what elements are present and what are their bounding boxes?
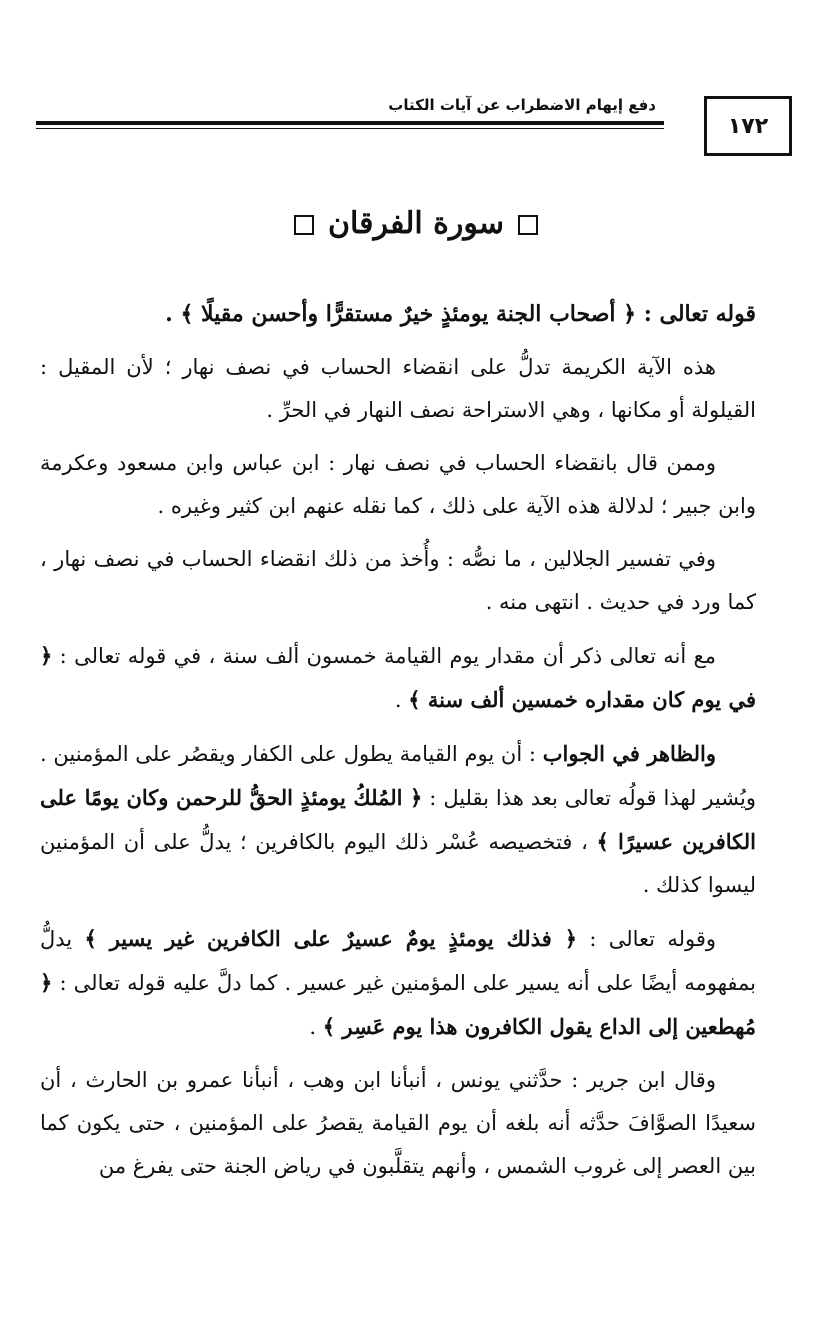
- verse-heading: قوله تعالى : ﴿ أصحاب الجنة يومئذٍ خيرٌ مستقرًّا وأحسن مقيلًا ﴾ .: [165, 301, 756, 327]
- paragraph-text: وقال ابن جرير : حدَّثني يونس ، أنبأنا ابن وهب ، أنبأنا عمرو بن الحارث ، أن سعيدًا الصوَّافَ حدَّثه أنه بلغه أن يوم القيامة يقصرُ على المؤمنين ، حتى يكون كما بين العصر إلى غروب الشمس ، وأنهم يتقلَّبون في رياض الجنة حتى يفرغ من: [40, 1068, 756, 1178]
- square-ornament-icon: [294, 215, 314, 235]
- surah-heading: [0, 206, 832, 241]
- paragraph: [40, 917, 756, 1049]
- running-title: دفع إيهام الاضطراب عن آيات الكتاب: [388, 96, 656, 114]
- paragraph: [40, 442, 756, 528]
- page-number: ١٧٢: [704, 96, 792, 156]
- quran-verse: ﴿ فذلك يومئذٍ يومٌ عسيرٌ على الكافرين غير يسير ﴾: [84, 926, 578, 951]
- square-ornament-icon: [518, 215, 538, 235]
- paragraph-text: .: [394, 688, 409, 712]
- quran-verse: ﴿ في يوم كان مقداره خمسين ألف سنة ﴾: [40, 643, 756, 712]
- quran-verse: ﴿ مُهطعين إلى الداع يقول الكافرون هذا يوم عَسِر ﴾: [40, 970, 756, 1039]
- paragraph-text: وفي تفسير الجلالين ، ما نصُّه : وأُخذ من ذلك انقضاء الحساب في نصف نهار ، كما ورد في حديث . انتهى منه .: [40, 547, 756, 614]
- paragraph-text: مع أنه تعالى ذكر أن مقدار يوم القيامة خمسون ألف سنة ، في قوله تعالى :: [59, 644, 716, 668]
- page-header: [36, 96, 769, 160]
- paragraph-text: .: [309, 1015, 323, 1039]
- paragraph-text: وقوله تعالى :: [577, 927, 717, 951]
- paragraph: [40, 538, 756, 624]
- paragraph: [40, 634, 756, 722]
- paragraph: [40, 732, 756, 907]
- paragraph-text: ، فتخصيصه عُسْر ذلك اليوم بالكافرين ؛ يدلُّ على أن المؤمنين ليسوا كذلك .: [40, 830, 756, 897]
- quran-verse: ﴿ المُلكُ يومئذٍ الحقُّ للرحمن وكان يومًا على الكافرين عسيرًا ﴾: [40, 785, 756, 854]
- paragraph: [40, 1059, 756, 1188]
- paragraph-text: يدلُّ بمفهومه أيضًا على أنه يسير على المؤمنين غير عسير . كما دلَّ عليه قوله تعالى :: [40, 927, 756, 995]
- page-body: [40, 292, 756, 1198]
- surah-title: سورة الفرقان: [327, 206, 504, 241]
- header-rule-thick: [36, 121, 664, 125]
- paragraph-verse-heading: [40, 292, 756, 336]
- paragraph-text: وممن قال بانقضاء الحساب في نصف نهار : ابن عباس وابن مسعود وعكرمة وابن جبير ؛ لدلالة هذه الآية على ذلك ، كما نقله عنهم ابن كثير وغيره .: [40, 451, 756, 518]
- header-rule-thin: [36, 128, 664, 129]
- paragraph-text: : أن يوم القيامة يطول على الكفار ويقصُر على المؤمنين . ويُشير لهذا قولُه تعالى بعد هذا بقليل :: [40, 742, 756, 810]
- paragraph-text: هذه الآية الكريمة تدلُّ على انقضاء الحساب في نصف نهار ؛ لأن المقيل : القيلولة أو مكانها ، وهي الاستراحة نصف النهار في الحرِّ .: [40, 355, 756, 422]
- paragraph: [40, 346, 756, 432]
- answer-heading: والظاهر في الجواب: [542, 741, 716, 766]
